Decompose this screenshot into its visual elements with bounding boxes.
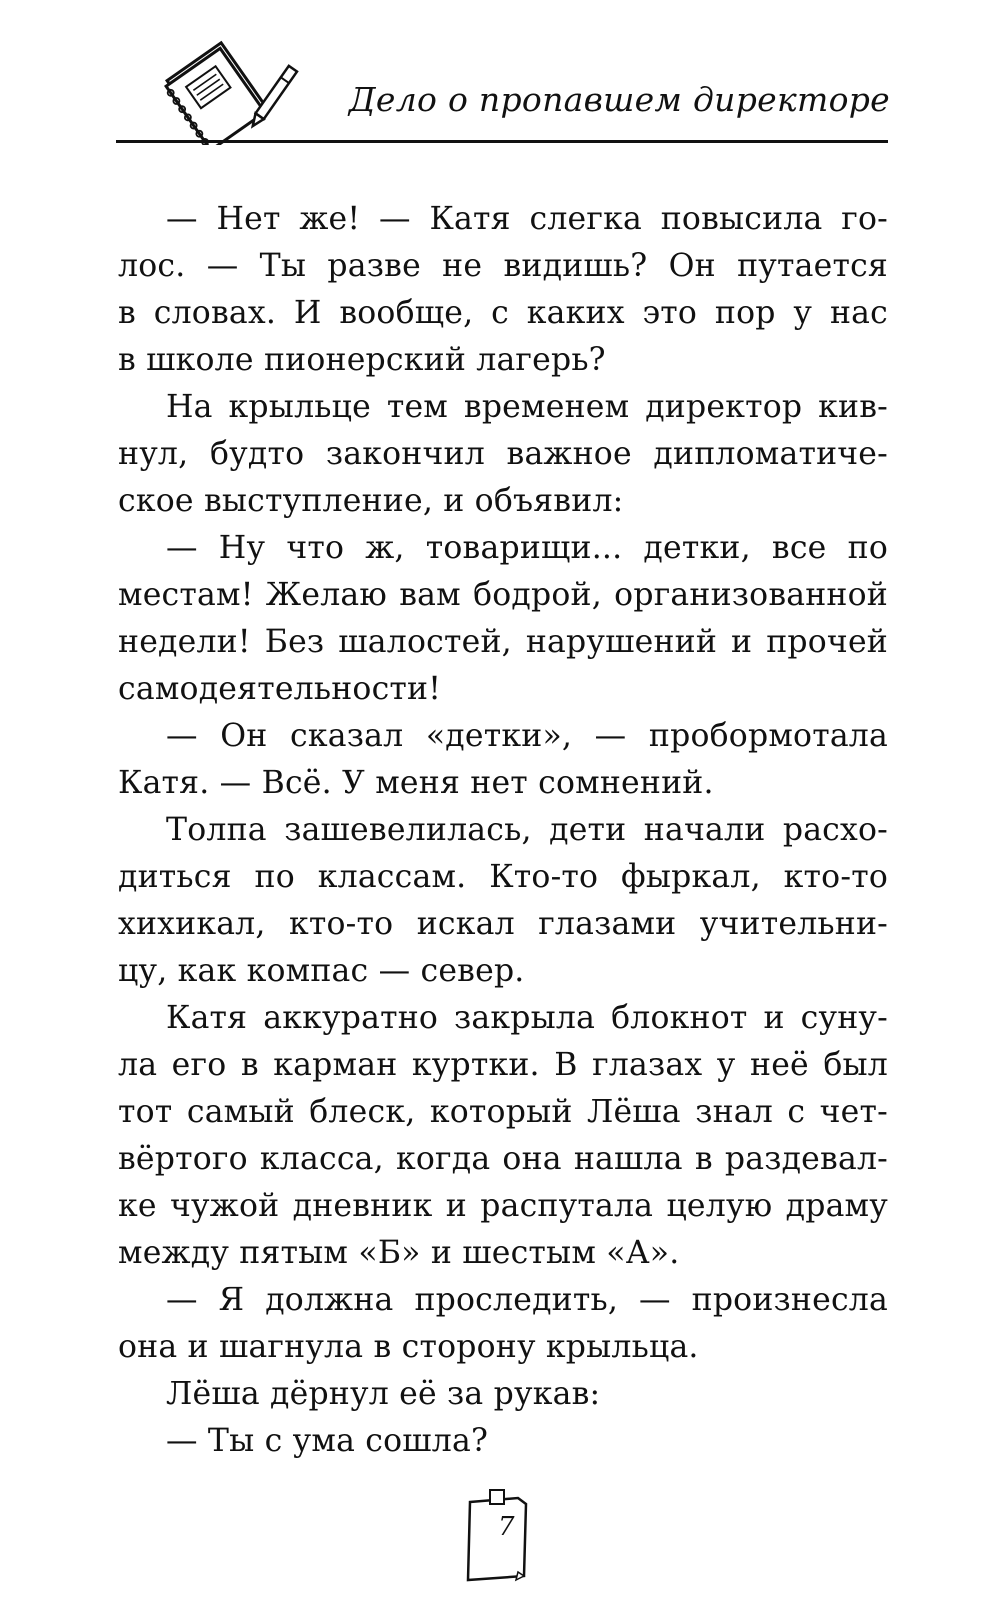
text-line: — Нет же! — Катя слегка повысила го- bbox=[166, 201, 888, 237]
text-line: Катя аккуратно закрыла блокнот и суну- bbox=[166, 1000, 888, 1036]
text-line: хихикал, кто-то искал глазами учительни- bbox=[118, 906, 888, 942]
text-line: ке чужой дневник и распутала целую драму bbox=[118, 1188, 888, 1224]
text-line: лос. — Ты разве не видишь? Он путается bbox=[118, 248, 888, 284]
paragraph bbox=[118, 1277, 888, 1371]
text-line: диться по классам. Кто-то фыркал, кто-то bbox=[118, 859, 888, 895]
text-line: Толпа зашевелилась, дети начали расхо- bbox=[166, 812, 888, 848]
text-line: она и шагнула в сторону крыльца. bbox=[118, 1329, 699, 1365]
page-number: 7 bbox=[498, 1512, 515, 1542]
paragraph bbox=[118, 196, 888, 384]
paragraph bbox=[118, 995, 888, 1277]
text-line: — Ты с ума сошла? bbox=[166, 1423, 489, 1459]
paragraph bbox=[118, 525, 888, 713]
notebook-pen-icon bbox=[150, 30, 310, 145]
text-line: — Я должна проследить, — произнесла bbox=[166, 1282, 888, 1318]
text-line: — Он сказал «детки», — пробормотала bbox=[166, 718, 888, 754]
text-line: недели! Без шалостей, нарушений и прочей bbox=[118, 624, 888, 660]
text-line: в словах. И вообще, с каких это пор у нас bbox=[118, 295, 888, 331]
running-title: Дело о пропавшем директоре bbox=[348, 80, 890, 119]
text-line: самодеятельности! bbox=[118, 671, 442, 707]
text-line: ла его в карман куртки. В глазах у неё был bbox=[118, 1047, 888, 1083]
text-line: нул, будто закончил важное дипломатиче- bbox=[118, 436, 888, 472]
paragraph bbox=[118, 1418, 888, 1465]
text-line: — Ну что ж, товарищи... детки, все по bbox=[166, 530, 888, 566]
text-line: вёртого класса, когда она нашла в раздевал- bbox=[118, 1141, 888, 1177]
text-line: тот самый блеск, который Лёша знал с чет- bbox=[118, 1094, 888, 1130]
text-line: местам! Желаю вам бодрой, организованной bbox=[118, 577, 888, 613]
text-line: в школе пионерский лагерь? bbox=[118, 342, 606, 378]
page-header bbox=[0, 0, 1000, 150]
text-line: Лёша дёрнул её за рукав: bbox=[166, 1376, 601, 1412]
text-line: На крыльце тем временем директор кив- bbox=[166, 389, 888, 425]
paragraph bbox=[118, 1371, 888, 1418]
paragraph bbox=[118, 713, 888, 807]
text-line: между пятым «Б» и шестым «А». bbox=[118, 1235, 680, 1271]
body-text bbox=[118, 196, 888, 1465]
paragraph bbox=[118, 384, 888, 525]
text-line: ское выступление, и объявил: bbox=[118, 483, 624, 519]
paragraph bbox=[118, 807, 888, 995]
text-line: Катя. — Всё. У меня нет сомнений. bbox=[118, 765, 714, 801]
text-line: цу, как компас — север. bbox=[118, 953, 525, 989]
header-rule bbox=[116, 140, 888, 143]
